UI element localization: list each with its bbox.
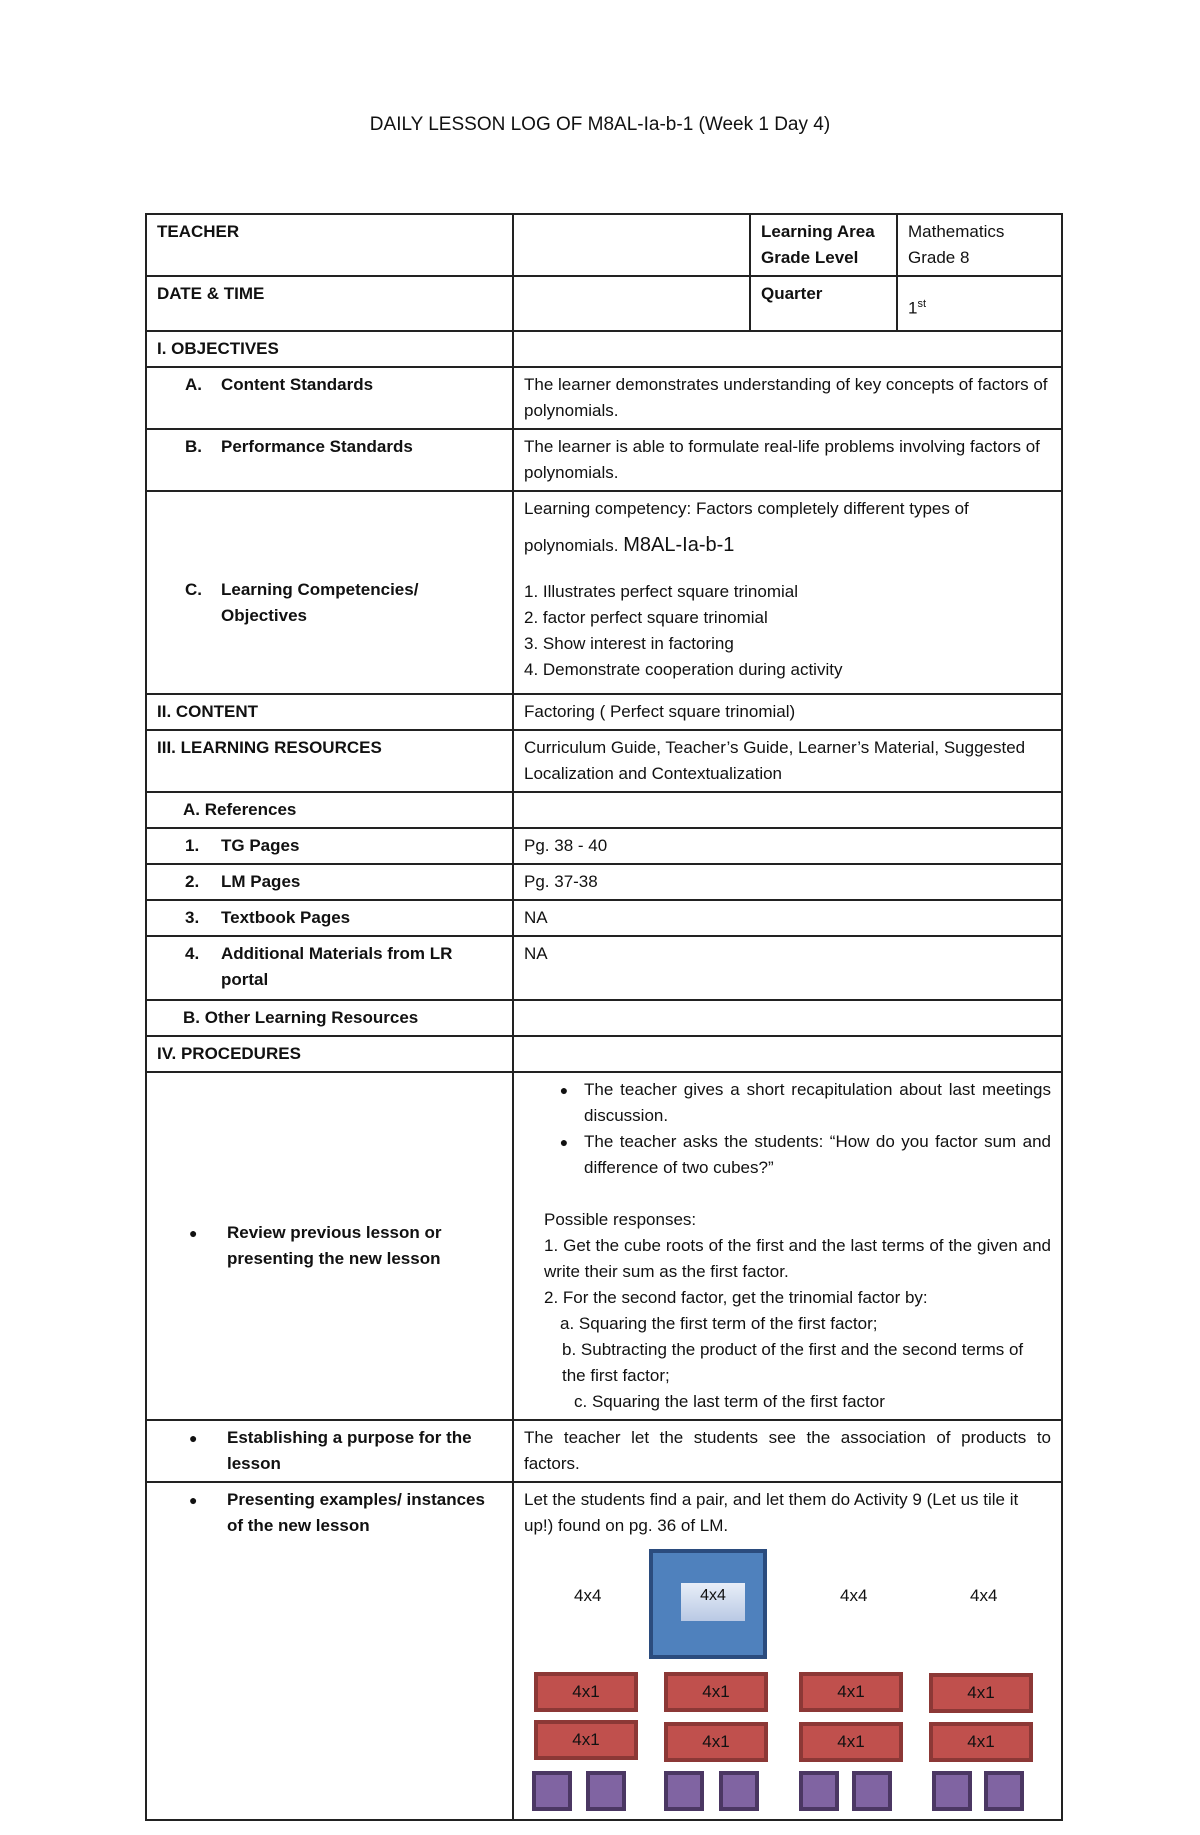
quarter-value: 1 [908, 298, 918, 318]
competency-item-4: 4. Demonstrate cooperation during activity [524, 660, 843, 679]
bullet-icon: ● [189, 1225, 198, 1241]
lm-pages-num: 2. [185, 872, 200, 891]
content-text: Factoring ( Perfect square trinomial) [513, 694, 1062, 730]
competencies-num: C. [185, 579, 202, 599]
procedures-heading-row [146, 1036, 1062, 1072]
examples-text: Let the students find a pair, and let them do Activity 9 (Let us tile it up!) found on pg. 36 of LM. [524, 1490, 1019, 1535]
textbook-pages-num: 3. [185, 908, 200, 927]
competencies-row [146, 491, 1062, 694]
rect-tile: 4x1 [929, 1673, 1033, 1713]
tile-label-4x4: 4x4 [574, 1586, 602, 1605]
unit-square-tile [932, 1771, 972, 1811]
performance-standards-label: Performance Standards [221, 437, 413, 456]
possible-responses-label: Possible responses: [544, 1210, 697, 1229]
competency-code: M8AL-Ia-b-1 [623, 534, 735, 556]
performance-standards-row [146, 429, 1062, 491]
unit-square-tile [664, 1771, 704, 1811]
response-2: 2. For the second factor, get the trinomial factor by: [544, 1288, 928, 1307]
additional-materials-label: Additional Materials from LR portal [221, 944, 453, 989]
unit-square-tile [852, 1771, 892, 1811]
content-standards-text: The learner demonstrates understanding of key concepts of factors of polynomials. [513, 367, 1062, 429]
performance-standards-text: The learner is able to formulate real-life problems involving factors of polynomials. [513, 429, 1062, 491]
bullet-icon: ● [189, 1492, 198, 1508]
unit-square-tile [532, 1771, 572, 1811]
response-2c: c. Squaring the last term of the first factor [574, 1392, 885, 1411]
competency-line2: polynomials. [524, 536, 619, 555]
rect-tile: 4x1 [534, 1720, 638, 1760]
tg-pages-row [146, 828, 1062, 864]
quarter-sup: st [917, 298, 927, 310]
textbook-pages-value: NA [513, 900, 1062, 936]
unit-square-tile [586, 1771, 626, 1811]
unit-square-tile [719, 1771, 759, 1811]
learning-area-cell [750, 214, 897, 276]
learning-resources-heading: III. LEARNING RESOURCES [146, 730, 513, 792]
teacher-row [146, 214, 1062, 276]
date-time-value [513, 276, 750, 331]
quarter-cell [897, 276, 1062, 331]
content-standards-num: A. [185, 375, 202, 394]
review-cell [513, 1072, 1062, 1420]
learning-resources-text: Curriculum Guide, Teacher’s Guide, Learner’s Material, Suggested Localization and Contextualization [513, 730, 1062, 792]
rect-tile: 4x1 [534, 1672, 638, 1712]
lesson-log-table [145, 213, 1063, 1821]
competency-line1: Learning competency: Factors completely different types of [524, 499, 969, 518]
competencies-label: Learning Competencies/ Objectives [221, 579, 419, 625]
bullet-icon: ● [189, 1430, 198, 1446]
textbook-pages-row [146, 900, 1062, 936]
lm-pages-label: LM Pages [221, 872, 301, 891]
review-label: Review previous lesson or presenting the new lesson [227, 1223, 442, 1268]
unit-square-tile [799, 1771, 839, 1811]
examples-cell [513, 1482, 1062, 1820]
grade-level-value: Grade 8 [908, 248, 970, 267]
lm-pages-row [146, 864, 1062, 900]
rect-tile: 4x1 [799, 1672, 903, 1712]
rect-tile: 4x1 [929, 1722, 1033, 1762]
response-2a: a. Squaring the first term of the first factor; [560, 1314, 878, 1333]
references-label: A. References [146, 792, 513, 828]
competency-item-3: 3. Show interest in factoring [524, 634, 734, 653]
rect-tile: 4x1 [664, 1722, 768, 1762]
review-bullet-2: ● The teacher asks the students: “How do you factor sum and difference of two cubes?” [544, 1129, 1051, 1181]
procedures-heading: IV. PROCEDURES [146, 1036, 513, 1072]
purpose-text: The teacher let the students see the association of products to factors. [513, 1420, 1062, 1482]
content-standards-row [146, 367, 1062, 429]
teacher-value [513, 214, 750, 276]
response-2b: b. Subtracting the product of the first and the second terms of the first factor; [562, 1340, 1024, 1385]
tile-label-4x4: 4x4 [681, 1583, 745, 1621]
objectives-heading-row [146, 331, 1062, 367]
content-row [146, 694, 1062, 730]
additional-materials-row [146, 936, 1062, 1000]
tg-pages-label: TG Pages [221, 836, 300, 855]
other-resources-label: B. Other Learning Resources [146, 1000, 513, 1036]
review-bullet-1: ● The teacher gives a short recapitulation about last meetings discussion. [544, 1077, 1051, 1129]
date-time-label: DATE & TIME [146, 276, 513, 331]
competencies-cell [513, 491, 1062, 694]
objectives-heading: I. OBJECTIVES [146, 331, 513, 367]
unit-square-tile [984, 1771, 1024, 1811]
performance-standards-num: B. [185, 437, 202, 456]
competency-item-1: 1. Illustrates perfect square trinomial [524, 582, 799, 601]
big-square-tile [649, 1549, 767, 1659]
references-row [146, 792, 1062, 828]
additional-materials-num: 4. [185, 944, 200, 963]
examples-row [146, 1482, 1062, 1820]
textbook-pages-label: Textbook Pages [221, 908, 351, 927]
tile-label-4x4: 4x4 [970, 1586, 998, 1605]
page-title: DAILY LESSON LOG OF M8AL-Ia-b-1 (Week 1 Day 4) [369, 114, 831, 135]
review-row [146, 1072, 1062, 1420]
content-standards-label: Content Standards [221, 375, 374, 394]
additional-materials-value: NA [513, 936, 1062, 1000]
quarter-label: Quarter [750, 276, 897, 331]
teacher-label: TEACHER [146, 214, 513, 276]
date-row [146, 276, 1062, 331]
bullet-icon: ● [559, 1134, 569, 1150]
rect-tile: 4x1 [664, 1672, 768, 1712]
tile-label-4x4: 4x4 [840, 1586, 868, 1605]
tg-pages-value: Pg. 38 - 40 [513, 828, 1062, 864]
rect-tile: 4x1 [799, 1722, 903, 1762]
lm-pages-value: Pg. 37-38 [513, 864, 1062, 900]
competency-item-2: 2. factor perfect square trinomial [524, 608, 768, 627]
response-1: 1. Get the cube roots of the first and the last terms of the given and write their sum as the first factor. [544, 1236, 1051, 1281]
purpose-label: Establishing a purpose for the lesson [227, 1428, 472, 1473]
subject-cell [897, 214, 1062, 276]
bullet-icon: ● [559, 1082, 569, 1098]
learning-area-value: Mathematics [908, 222, 1005, 241]
learning-resources-row [146, 730, 1062, 792]
algebra-tiles-figure [514, 1549, 1061, 1819]
purpose-row [146, 1420, 1062, 1482]
other-resources-row [146, 1000, 1062, 1036]
examples-label: Presenting examples/ instances of the new lesson [227, 1490, 485, 1535]
content-heading: II. CONTENT [146, 694, 513, 730]
tg-pages-num: 1. [185, 836, 200, 855]
grade-level-label: Grade Level [761, 248, 859, 267]
learning-area-label: Learning Area [761, 222, 875, 241]
